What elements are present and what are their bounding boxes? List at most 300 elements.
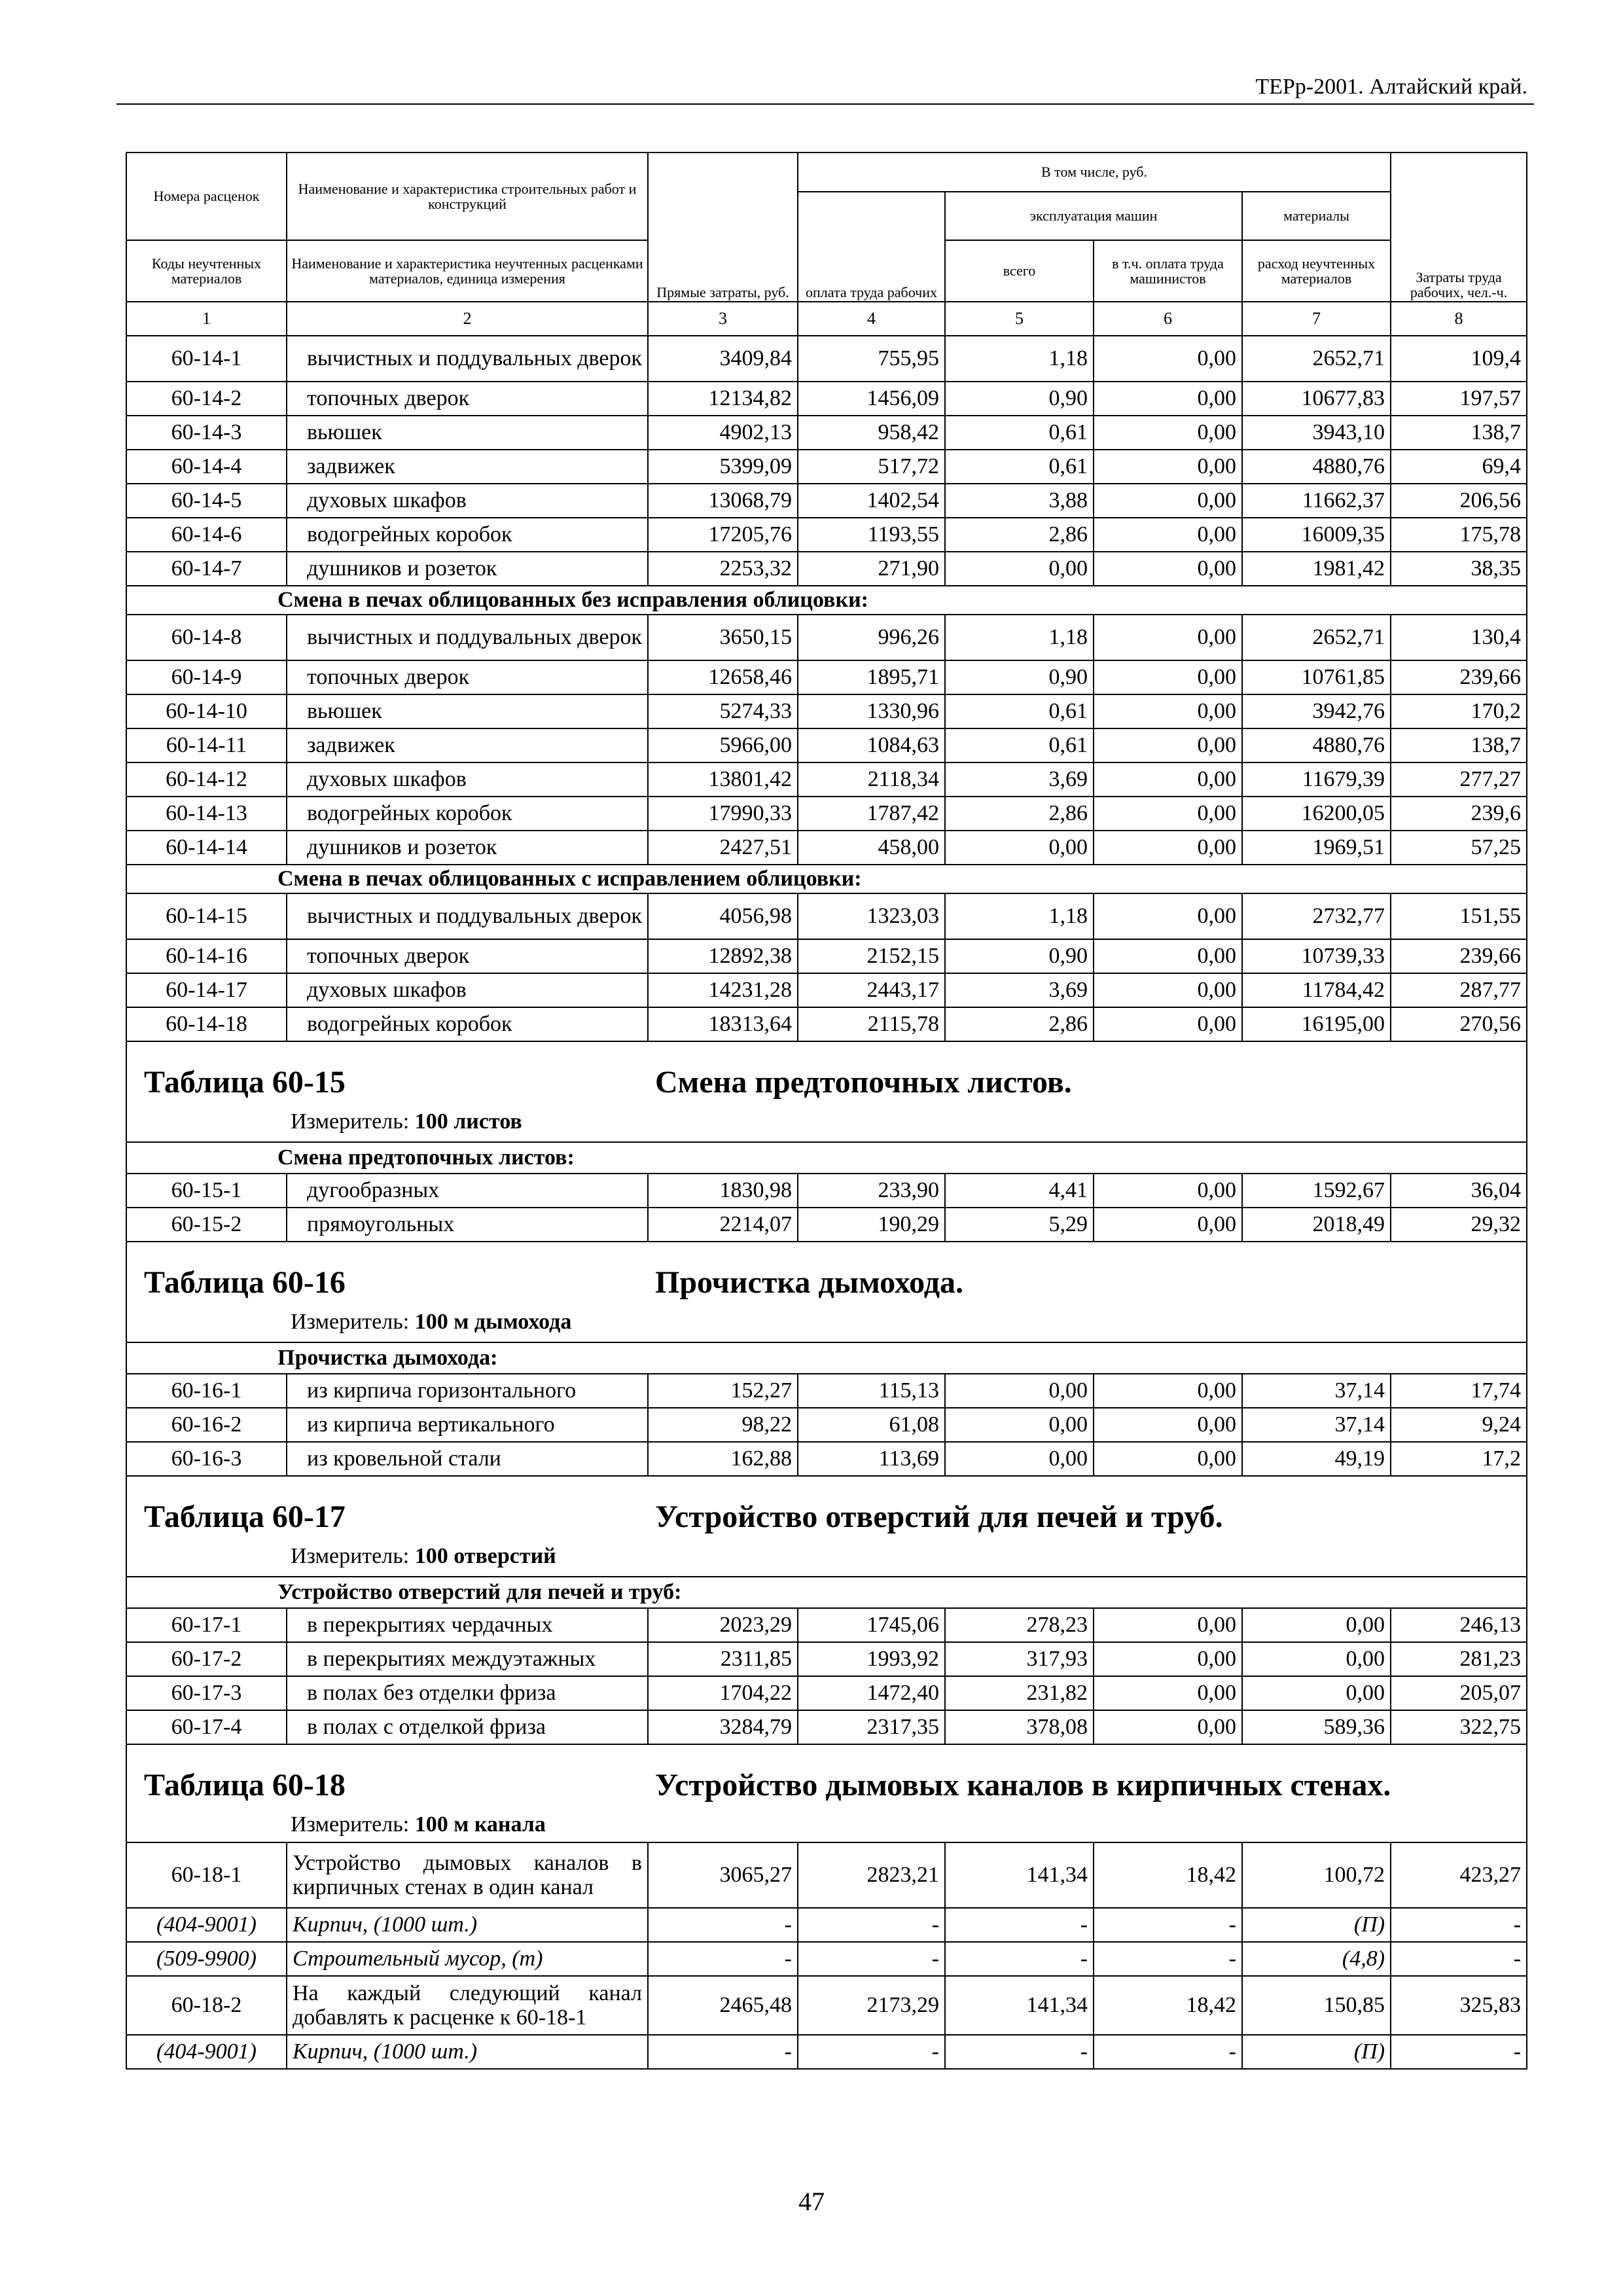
- section-row: [126, 586, 1527, 615]
- labor-pay: 115,13: [798, 1374, 945, 1408]
- table-row: [126, 615, 1527, 660]
- labor-pay: 2115,78: [798, 1007, 945, 1041]
- section-row: [126, 1142, 1527, 1174]
- machine-total: 0,61: [945, 694, 1094, 728]
- col-head-mach: эксплуатация машин: [945, 192, 1242, 240]
- table-title-cell: [126, 1744, 1527, 1842]
- rate-code: 60-18-2: [126, 1976, 287, 2035]
- measure-unit: [291, 1110, 522, 1134]
- labor-hours: 170,2: [1391, 694, 1527, 728]
- work-name: водогрейных коробок: [287, 1007, 648, 1041]
- direct-cost: 1830,98: [648, 1174, 798, 1208]
- section-title: Смена в печах облицованных без исправления облицовки:: [126, 586, 1527, 615]
- work-name: вычистных и поддувальных дверок: [287, 893, 648, 939]
- direct-cost: 13068,79: [648, 484, 798, 518]
- measure-unit: [291, 1813, 546, 1837]
- labor-pay: 1787,42: [798, 797, 945, 831]
- rate-code: 60-14-9: [126, 660, 287, 694]
- section-title: Смена в печах облицованных с исправлением облицовки:: [126, 865, 1527, 893]
- machine-total: 1,18: [945, 615, 1094, 660]
- labor-pay: 233,90: [798, 1174, 945, 1208]
- labor-pay: 113,69: [798, 1442, 945, 1476]
- table-title-row: [126, 1476, 1527, 1577]
- work-name: вьюшек: [287, 416, 648, 450]
- work-name: душников и розеток: [287, 552, 648, 586]
- materials: 2018,49: [1242, 1208, 1391, 1242]
- materials: 10761,85: [1242, 660, 1391, 694]
- col-head-8: Затраты труда рабочих, чел.-ч.: [1391, 152, 1527, 302]
- work-name: вычистных и поддувальных дверок: [287, 615, 648, 660]
- rate-code: 60-14-12: [126, 762, 287, 797]
- machinist-pay: -: [1094, 2035, 1242, 2069]
- labor-hours: 29,32: [1391, 1208, 1527, 1242]
- work-name: Кирпич, (1000 шт.): [287, 2035, 648, 2069]
- table-row: [126, 484, 1527, 518]
- machinist-pay: 0,00: [1094, 728, 1242, 762]
- work-name: топочных дверок: [287, 382, 648, 416]
- section-title: Прочистка дымохода:: [126, 1342, 1527, 1374]
- direct-cost: 12658,46: [648, 660, 798, 694]
- machinist-pay: 0,00: [1094, 1007, 1242, 1041]
- table-number: Таблица 60-16: [144, 1265, 346, 1300]
- rate-code: 60-18-1: [126, 1842, 287, 1908]
- col-head-mat: материалы: [1242, 192, 1391, 240]
- machinist-pay: 0,00: [1094, 1208, 1242, 1242]
- measure-value: 100 м дымохода: [414, 1310, 572, 1334]
- direct-cost: 2427,51: [648, 831, 798, 865]
- machine-total: 1,18: [945, 336, 1094, 382]
- direct-cost: 5274,33: [648, 694, 798, 728]
- section-row: [126, 865, 1527, 893]
- col-head-1a: Номера расценок: [126, 152, 287, 240]
- direct-cost: 12892,38: [648, 939, 798, 973]
- rate-code: (509-9900): [126, 1942, 287, 1976]
- materials: 16009,35: [1242, 518, 1391, 552]
- machine-total: 231,82: [945, 1676, 1094, 1710]
- materials: (4,8): [1242, 1942, 1391, 1976]
- machinist-pay: 0,00: [1094, 416, 1242, 450]
- materials: 2652,71: [1242, 336, 1391, 382]
- material-row: [126, 1908, 1527, 1942]
- work-name: дугообразных: [287, 1174, 648, 1208]
- direct-cost: 5966,00: [648, 728, 798, 762]
- table-row: [126, 973, 1527, 1007]
- labor-hours: 205,07: [1391, 1676, 1527, 1710]
- machine-total: 317,93: [945, 1642, 1094, 1676]
- machine-total: 0,90: [945, 939, 1094, 973]
- work-name: На каждый следующий канал добавлять к расценке к 60-18-1: [287, 1976, 648, 2035]
- machinist-pay: 0,00: [1094, 762, 1242, 797]
- table-row: [126, 797, 1527, 831]
- labor-pay: 1993,92: [798, 1642, 945, 1676]
- work-name: из кирпича вертикального: [287, 1408, 648, 1442]
- materials: 49,19: [1242, 1442, 1391, 1476]
- labor-pay: 1084,63: [798, 728, 945, 762]
- table-row: [126, 893, 1527, 939]
- table-name: Устройство дымовых каналов в кирпичных стенах.: [655, 1768, 1391, 1803]
- direct-cost: 18313,64: [648, 1007, 798, 1041]
- rate-code: 60-14-15: [126, 893, 287, 939]
- machine-total: 2,86: [945, 1007, 1094, 1041]
- table-title-row: [126, 1242, 1527, 1342]
- table-row: [126, 552, 1527, 586]
- labor-hours: 130,4: [1391, 615, 1527, 660]
- col-number: 2: [287, 302, 648, 336]
- rate-code: 60-17-4: [126, 1710, 287, 1744]
- rate-code: 60-14-3: [126, 416, 287, 450]
- machinist-pay: 0,00: [1094, 552, 1242, 586]
- materials: 2652,71: [1242, 615, 1391, 660]
- measure-unit: [291, 1310, 571, 1335]
- measure-label: Измеритель:: [291, 1544, 410, 1568]
- machine-total: 3,88: [945, 484, 1094, 518]
- work-name: топочных дверок: [287, 660, 648, 694]
- rate-code: (404-9001): [126, 1908, 287, 1942]
- machinist-pay: 0,00: [1094, 1442, 1242, 1476]
- direct-cost: 98,22: [648, 1408, 798, 1442]
- price-table: [126, 152, 1527, 2070]
- materials: 589,36: [1242, 1710, 1391, 1744]
- labor-hours: 325,83: [1391, 1976, 1527, 2035]
- labor-pay: 2443,17: [798, 973, 945, 1007]
- rate-code: 60-14-16: [126, 939, 287, 973]
- labor-hours: 239,66: [1391, 939, 1527, 973]
- machine-total: 4,41: [945, 1174, 1094, 1208]
- machine-total: 0,00: [945, 831, 1094, 865]
- direct-cost: 4056,98: [648, 893, 798, 939]
- labor-pay: 1745,06: [798, 1608, 945, 1642]
- labor-hours: 270,56: [1391, 1007, 1527, 1041]
- table-name: Смена предтопочных листов.: [655, 1065, 1072, 1100]
- labor-hours: 423,27: [1391, 1842, 1527, 1908]
- table-row: [126, 762, 1527, 797]
- machine-total: 0,61: [945, 416, 1094, 450]
- work-name: душников и розеток: [287, 831, 648, 865]
- rate-code: (404-9001): [126, 2035, 287, 2069]
- work-name: задвижек: [287, 728, 648, 762]
- machine-total: 0,90: [945, 660, 1094, 694]
- labor-hours: 287,77: [1391, 973, 1527, 1007]
- table-row: [126, 1174, 1527, 1208]
- machinist-pay: 0,00: [1094, 1408, 1242, 1442]
- machinist-pay: 0,00: [1094, 660, 1242, 694]
- measure-value: 100 листов: [414, 1109, 522, 1134]
- labor-pay: 1323,03: [798, 893, 945, 939]
- direct-cost: 5399,09: [648, 450, 798, 484]
- direct-cost: 12134,82: [648, 382, 798, 416]
- col-head-2a: Наименование и характеристика строительных работ и конструкций: [287, 152, 648, 240]
- labor-hours: 138,7: [1391, 728, 1527, 762]
- materials: 1592,67: [1242, 1174, 1391, 1208]
- measure-unit: [291, 1545, 556, 1569]
- direct-cost: 152,27: [648, 1374, 798, 1408]
- labor-hours: 38,35: [1391, 552, 1527, 586]
- machinist-pay: 0,00: [1094, 615, 1242, 660]
- labor-hours: 17,74: [1391, 1374, 1527, 1408]
- table-row: [126, 1408, 1527, 1442]
- running-header: [116, 73, 1534, 105]
- rate-code: 60-14-18: [126, 1007, 287, 1041]
- machinist-pay: 0,00: [1094, 1642, 1242, 1676]
- rate-code: 60-14-8: [126, 615, 287, 660]
- labor-pay: 1402,54: [798, 484, 945, 518]
- direct-cost: 3065,27: [648, 1842, 798, 1908]
- labor-hours: 36,04: [1391, 1174, 1527, 1208]
- col-number: 6: [1094, 302, 1242, 336]
- direct-cost: 162,88: [648, 1442, 798, 1476]
- labor-hours: 246,13: [1391, 1608, 1527, 1642]
- rate-code: 60-14-10: [126, 694, 287, 728]
- labor-pay: -: [798, 1908, 945, 1942]
- machinist-pay: 0,00: [1094, 382, 1242, 416]
- col-head-3: Прямые затраты, руб.: [648, 152, 798, 302]
- labor-pay: 2823,21: [798, 1842, 945, 1908]
- materials: 4880,76: [1242, 728, 1391, 762]
- direct-cost: 17205,76: [648, 518, 798, 552]
- labor-hours: 239,6: [1391, 797, 1527, 831]
- table-row: [126, 1710, 1527, 1744]
- labor-hours: 17,2: [1391, 1442, 1527, 1476]
- labor-hours: 197,57: [1391, 382, 1527, 416]
- rate-code: 60-17-2: [126, 1642, 287, 1676]
- table-row: [126, 336, 1527, 382]
- materials: 3942,76: [1242, 694, 1391, 728]
- col-number: 1: [126, 302, 287, 336]
- measure-value: 100 отверстий: [414, 1544, 556, 1568]
- table-row: [126, 939, 1527, 973]
- table-number: Таблица 60-15: [144, 1065, 346, 1100]
- machinist-pay: 0,00: [1094, 336, 1242, 382]
- table-title-row: [126, 1744, 1527, 1842]
- labor-pay: 1895,71: [798, 660, 945, 694]
- machine-total: 0,00: [945, 1442, 1094, 1476]
- material-row: [126, 2035, 1527, 2069]
- direct-cost: -: [648, 1942, 798, 1976]
- labor-pay: 2152,15: [798, 939, 945, 973]
- labor-hours: 9,24: [1391, 1408, 1527, 1442]
- labor-hours: 277,27: [1391, 762, 1527, 797]
- table-row: [126, 518, 1527, 552]
- table-row: [126, 1842, 1527, 1908]
- table-number: Таблица 60-18: [144, 1768, 346, 1803]
- machine-total: -: [945, 2035, 1094, 2069]
- material-row: [126, 1942, 1527, 1976]
- machinist-pay: 0,00: [1094, 893, 1242, 939]
- work-name: в перекрытиях чердачных: [287, 1608, 648, 1642]
- table-row: [126, 416, 1527, 450]
- machine-total: 0,61: [945, 450, 1094, 484]
- machine-total: 141,34: [945, 1842, 1094, 1908]
- measure-label: Измеритель:: [291, 1812, 410, 1837]
- rate-code: 60-14-6: [126, 518, 287, 552]
- measure-label: Измеритель:: [291, 1109, 410, 1134]
- measure-value: 100 м канала: [414, 1812, 546, 1837]
- labor-pay: -: [798, 1942, 945, 1976]
- direct-cost: 4902,13: [648, 416, 798, 450]
- table-title-cell: [126, 1041, 1527, 1142]
- machinist-pay: 0,00: [1094, 939, 1242, 973]
- work-name: водогрейных коробок: [287, 797, 648, 831]
- work-name: задвижек: [287, 450, 648, 484]
- col-head-7: расход неучтенных материалов: [1242, 240, 1391, 302]
- machinist-pay: 0,00: [1094, 1710, 1242, 1744]
- work-name: вьюшек: [287, 694, 648, 728]
- table-row: [126, 1676, 1527, 1710]
- machinist-pay: 0,00: [1094, 831, 1242, 865]
- materials: 16195,00: [1242, 1007, 1391, 1041]
- materials: (П): [1242, 1908, 1391, 1942]
- section-row: [126, 1342, 1527, 1374]
- materials: 37,14: [1242, 1408, 1391, 1442]
- work-name: вычистных и поддувальных дверок: [287, 336, 648, 382]
- col-number: 7: [1242, 302, 1391, 336]
- machine-total: 0,00: [945, 1374, 1094, 1408]
- rate-code: 60-14-11: [126, 728, 287, 762]
- rate-code: 60-14-14: [126, 831, 287, 865]
- table-row: [126, 1608, 1527, 1642]
- machinist-pay: 0,00: [1094, 1174, 1242, 1208]
- materials: 11784,42: [1242, 973, 1391, 1007]
- materials: 2732,77: [1242, 893, 1391, 939]
- machine-total: 278,23: [945, 1608, 1094, 1642]
- machinist-pay: 0,00: [1094, 1676, 1242, 1710]
- direct-cost: 3650,15: [648, 615, 798, 660]
- materials: 11679,39: [1242, 762, 1391, 797]
- rate-code: 60-15-2: [126, 1208, 287, 1242]
- materials: 10677,83: [1242, 382, 1391, 416]
- work-name: топочных дверок: [287, 939, 648, 973]
- col-head-4: оплата труда рабочих: [798, 192, 945, 302]
- work-name: прямоугольных: [287, 1208, 648, 1242]
- table-row: [126, 450, 1527, 484]
- col-number: 4: [798, 302, 945, 336]
- table-title-cell: [126, 1242, 1527, 1342]
- labor-pay: 1193,55: [798, 518, 945, 552]
- materials: 100,72: [1242, 1842, 1391, 1908]
- materials: 4880,76: [1242, 450, 1391, 484]
- machine-total: 0,61: [945, 728, 1094, 762]
- machinist-pay: 0,00: [1094, 973, 1242, 1007]
- table-name: Устройство отверстий для печей и труб.: [655, 1499, 1223, 1534]
- labor-pay: 61,08: [798, 1408, 945, 1442]
- table-name: Прочистка дымохода.: [655, 1265, 964, 1300]
- table-row: [126, 660, 1527, 694]
- col-number: 3: [648, 302, 798, 336]
- machine-total: 2,86: [945, 797, 1094, 831]
- table-title-row: [126, 1041, 1527, 1142]
- labor-pay: 755,95: [798, 336, 945, 382]
- rate-code: 60-14-13: [126, 797, 287, 831]
- work-name: духовых шкафов: [287, 762, 648, 797]
- direct-cost: 3409,84: [648, 336, 798, 382]
- machinist-pay: 0,00: [1094, 518, 1242, 552]
- rate-code: 60-16-1: [126, 1374, 287, 1408]
- machine-total: 1,18: [945, 893, 1094, 939]
- table-row: [126, 694, 1527, 728]
- machinist-pay: 0,00: [1094, 1608, 1242, 1642]
- labor-hours: 206,56: [1391, 484, 1527, 518]
- machine-total: -: [945, 1942, 1094, 1976]
- machine-total: 0,00: [945, 1408, 1094, 1442]
- direct-cost: 17990,33: [648, 797, 798, 831]
- direct-cost: 1704,22: [648, 1676, 798, 1710]
- table-row: [126, 1007, 1527, 1041]
- machinist-pay: -: [1094, 1942, 1242, 1976]
- work-name: в полах с отделкой фриза: [287, 1710, 648, 1744]
- table-row: [126, 1374, 1527, 1408]
- table-title-cell: [126, 1476, 1527, 1577]
- work-name: в перекрытиях междуэтажных: [287, 1642, 648, 1676]
- labor-hours: 69,4: [1391, 450, 1527, 484]
- machinist-pay: 0,00: [1094, 450, 1242, 484]
- rate-code: 60-14-5: [126, 484, 287, 518]
- materials: 37,14: [1242, 1374, 1391, 1408]
- direct-cost: 2214,07: [648, 1208, 798, 1242]
- machine-total: 141,34: [945, 1976, 1094, 2035]
- rate-code: 60-15-1: [126, 1174, 287, 1208]
- labor-hours: 239,66: [1391, 660, 1527, 694]
- section-title: Смена предтопочных листов:: [126, 1142, 1527, 1174]
- materials: 16200,05: [1242, 797, 1391, 831]
- rate-code: 60-17-3: [126, 1676, 287, 1710]
- work-name: духовых шкафов: [287, 484, 648, 518]
- rate-code: 60-14-7: [126, 552, 287, 586]
- labor-pay: 2173,29: [798, 1976, 945, 2035]
- machinist-pay: 0,00: [1094, 797, 1242, 831]
- materials: (П): [1242, 2035, 1391, 2069]
- machinist-pay: 18,42: [1094, 1976, 1242, 2035]
- labor-pay: 190,29: [798, 1208, 945, 1242]
- labor-hours: 138,7: [1391, 416, 1527, 450]
- labor-hours: 281,23: [1391, 1642, 1527, 1676]
- machinist-pay: 0,00: [1094, 694, 1242, 728]
- section-row: [126, 1577, 1527, 1608]
- labor-hours: 151,55: [1391, 893, 1527, 939]
- rate-code: 60-14-1: [126, 336, 287, 382]
- labor-hours: -: [1391, 1942, 1527, 1976]
- labor-hours: 109,4: [1391, 336, 1527, 382]
- direct-cost: 2311,85: [648, 1642, 798, 1676]
- table-row: [126, 831, 1527, 865]
- direct-cost: 3284,79: [648, 1710, 798, 1744]
- direct-cost: -: [648, 2035, 798, 2069]
- machine-total: -: [945, 1908, 1094, 1942]
- direct-cost: 2253,32: [648, 552, 798, 586]
- machine-total: 2,86: [945, 518, 1094, 552]
- work-name: из кирпича горизонтального: [287, 1374, 648, 1408]
- col-head-6: в т.ч. оплата труда машинистов: [1094, 240, 1242, 302]
- materials: 0,00: [1242, 1642, 1391, 1676]
- direct-cost: 2465,48: [648, 1976, 798, 2035]
- materials: 1981,42: [1242, 552, 1391, 586]
- machinist-pay: 18,42: [1094, 1842, 1242, 1908]
- table-row: [126, 1208, 1527, 1242]
- machine-total: 5,29: [945, 1208, 1094, 1242]
- col-number: 5: [945, 302, 1094, 336]
- col-head-incl: В том числе, руб.: [798, 152, 1391, 192]
- materials: 0,00: [1242, 1676, 1391, 1710]
- col-number-row: [126, 302, 1527, 336]
- work-name: из кровельной стали: [287, 1442, 648, 1476]
- labor-pay: 458,00: [798, 831, 945, 865]
- materials: 11662,37: [1242, 484, 1391, 518]
- machine-total: 3,69: [945, 973, 1094, 1007]
- col-head-1b: Коды неучтенных материалов: [126, 240, 287, 302]
- direct-cost: 13801,42: [648, 762, 798, 797]
- work-name: Кирпич, (1000 шт.): [287, 1908, 648, 1942]
- table-row: [126, 1642, 1527, 1676]
- labor-pay: 271,90: [798, 552, 945, 586]
